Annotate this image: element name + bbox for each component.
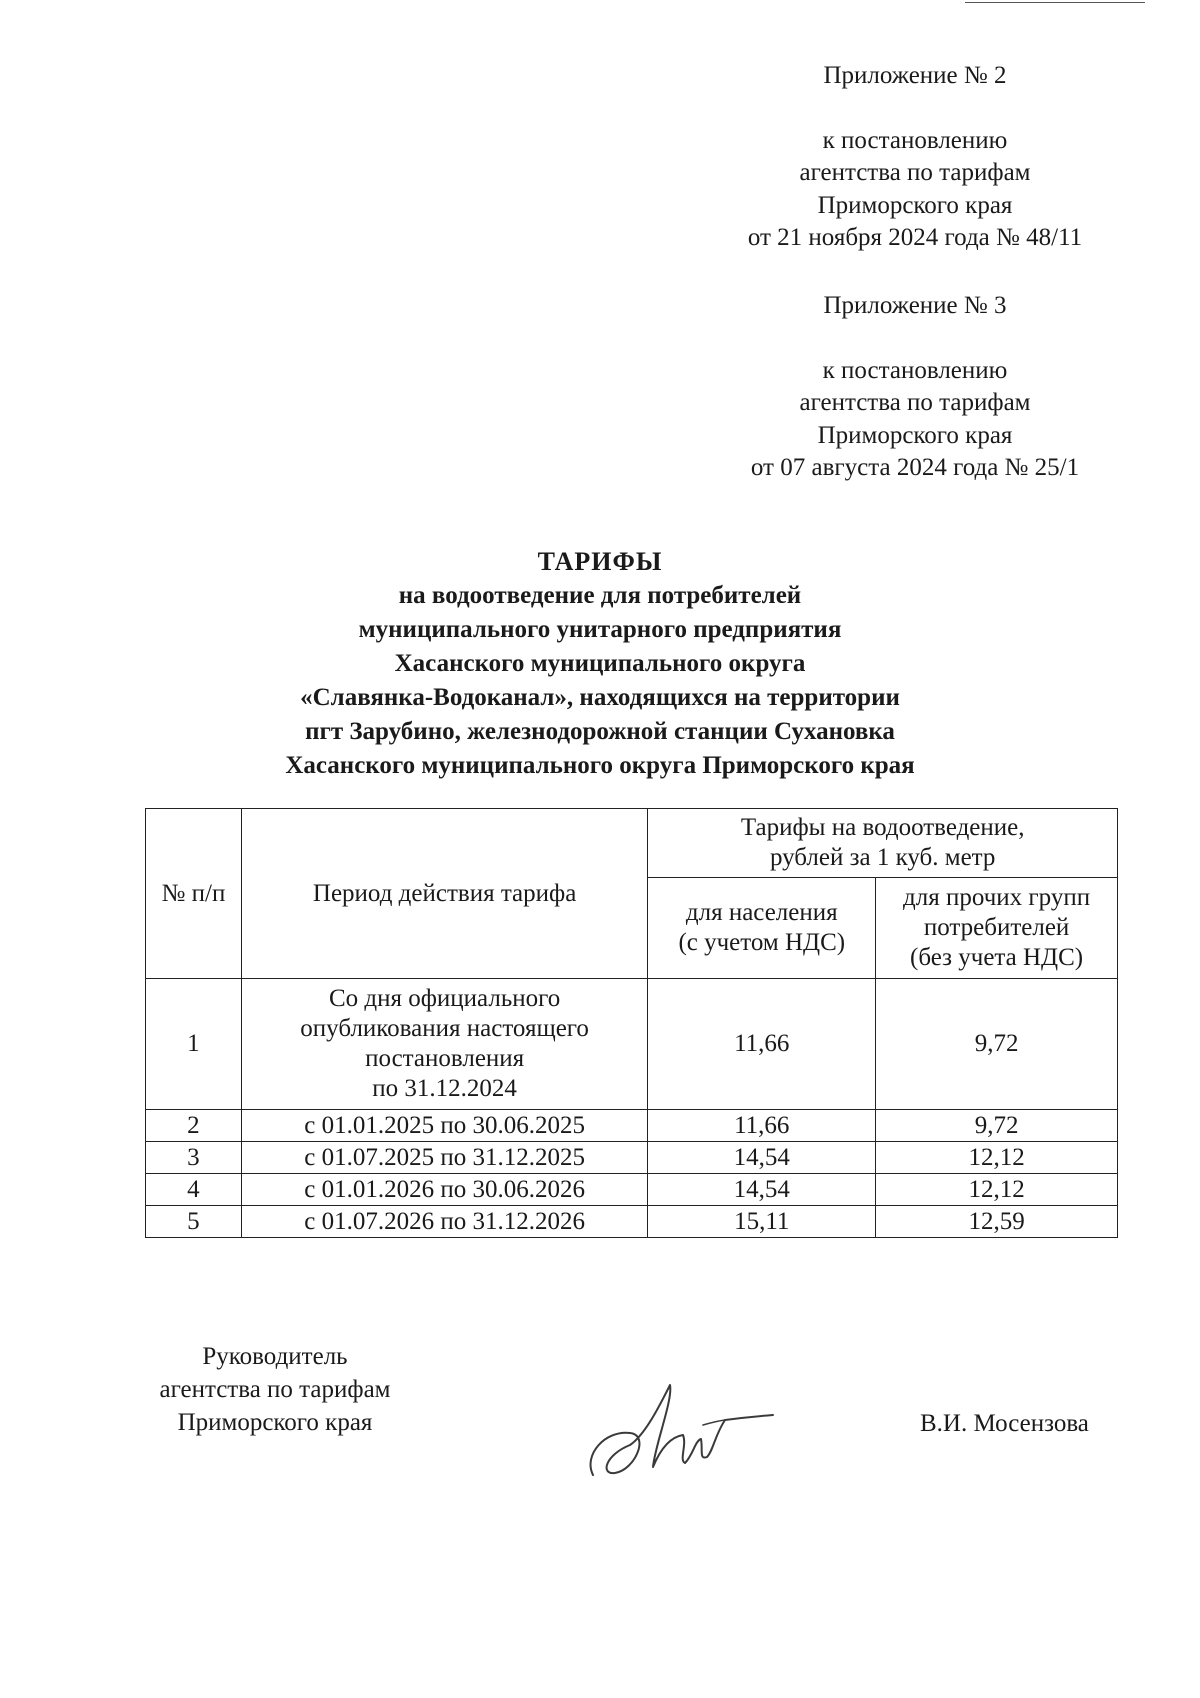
cell-num: 2 xyxy=(146,1110,242,1142)
cell-period: с 01.01.2025 по 30.06.2025 xyxy=(241,1110,648,1142)
header-tariffs-group: Тарифы на водоотведение, рублей за 1 куб. метр xyxy=(648,809,1118,878)
appendix-3-header xyxy=(690,290,1140,485)
appendix-3-number: Приложение № 3 xyxy=(823,292,1007,319)
cell-num: 4 xyxy=(146,1174,242,1206)
handwritten-signature xyxy=(575,1375,775,1485)
appendix-3-date: от 07 августа 2024 года № 25/1 xyxy=(750,454,1080,481)
appendix-2-ref-line: к постановлению xyxy=(822,126,1008,154)
header-period: Период действия тарифа xyxy=(241,809,648,979)
cell-period: с 01.07.2025 по 31.12.2025 xyxy=(241,1142,648,1174)
signatory-role: Руководитель агентства по тарифам Приморского края xyxy=(159,1343,391,1436)
cell-period: с 01.01.2026 по 30.06.2026 xyxy=(241,1174,648,1206)
cell-other: 9,72 xyxy=(876,1110,1118,1142)
cell-population: 11,66 xyxy=(648,979,876,1110)
cell-period: Со дня официального опубликования настоящего постановления по 31.12.2024 xyxy=(241,979,648,1110)
appendix-2-date: от 21 ноября 2024 года № 48/11 xyxy=(747,224,1083,251)
appendix-2-agency: агентства по тарифам xyxy=(799,159,1031,186)
document-title xyxy=(0,545,1200,783)
table-row xyxy=(146,1206,1118,1238)
cell-period: с 01.07.2026 по 31.12.2026 xyxy=(241,1206,648,1238)
table-row xyxy=(146,1174,1118,1206)
title-line: пгт Зарубино, железнодорожной станции Сухановка xyxy=(305,718,895,745)
scan-edge-line xyxy=(965,2,1145,3)
appendix-2-region: Приморского края xyxy=(817,191,1013,219)
header-num: № п/п xyxy=(146,809,242,979)
cell-population: 14,54 xyxy=(648,1142,876,1174)
appendix-3-ref-line: к постановлению xyxy=(822,356,1008,384)
appendix-3-region: Приморского края xyxy=(817,421,1013,449)
cell-population: 15,11 xyxy=(648,1206,876,1238)
cell-population: 14,54 xyxy=(648,1174,876,1206)
table-row xyxy=(146,1110,1118,1142)
appendix-2-number: Приложение № 2 xyxy=(823,62,1007,89)
appendix-2-header xyxy=(690,60,1140,255)
title-line: Хасанского муниципального округа Приморского края xyxy=(285,752,915,779)
title-line: «Славянка-Водоканал», находящихся на территории xyxy=(300,684,900,711)
cell-num: 5 xyxy=(146,1206,242,1238)
cell-other: 9,72 xyxy=(876,979,1118,1110)
cell-num: 1 xyxy=(146,979,242,1110)
cell-other: 12,59 xyxy=(876,1206,1118,1238)
cell-other: 12,12 xyxy=(876,1174,1118,1206)
appendix-3-agency: агентства по тарифам xyxy=(799,389,1031,416)
cell-num: 3 xyxy=(146,1142,242,1174)
title-line: муниципального унитарного предприятия xyxy=(358,616,842,643)
cell-other: 12,12 xyxy=(876,1142,1118,1174)
title-line: на водоотведение для потребителей xyxy=(398,582,802,609)
cell-population: 11,66 xyxy=(648,1110,876,1142)
table-header-row xyxy=(146,809,1118,878)
title-line: Хасанского муниципального округа xyxy=(394,650,806,677)
tariffs-table xyxy=(145,808,1118,1238)
header-other: для прочих групп потребителей (без учета НДС) xyxy=(876,878,1118,979)
signatory-name: В.И. Мосензова xyxy=(920,1410,1089,1437)
title-main: ТАРИФЫ xyxy=(537,547,663,576)
table-row xyxy=(146,1142,1118,1174)
header-population: для населения (с учетом НДС) xyxy=(648,878,876,979)
table-row xyxy=(146,979,1118,1110)
